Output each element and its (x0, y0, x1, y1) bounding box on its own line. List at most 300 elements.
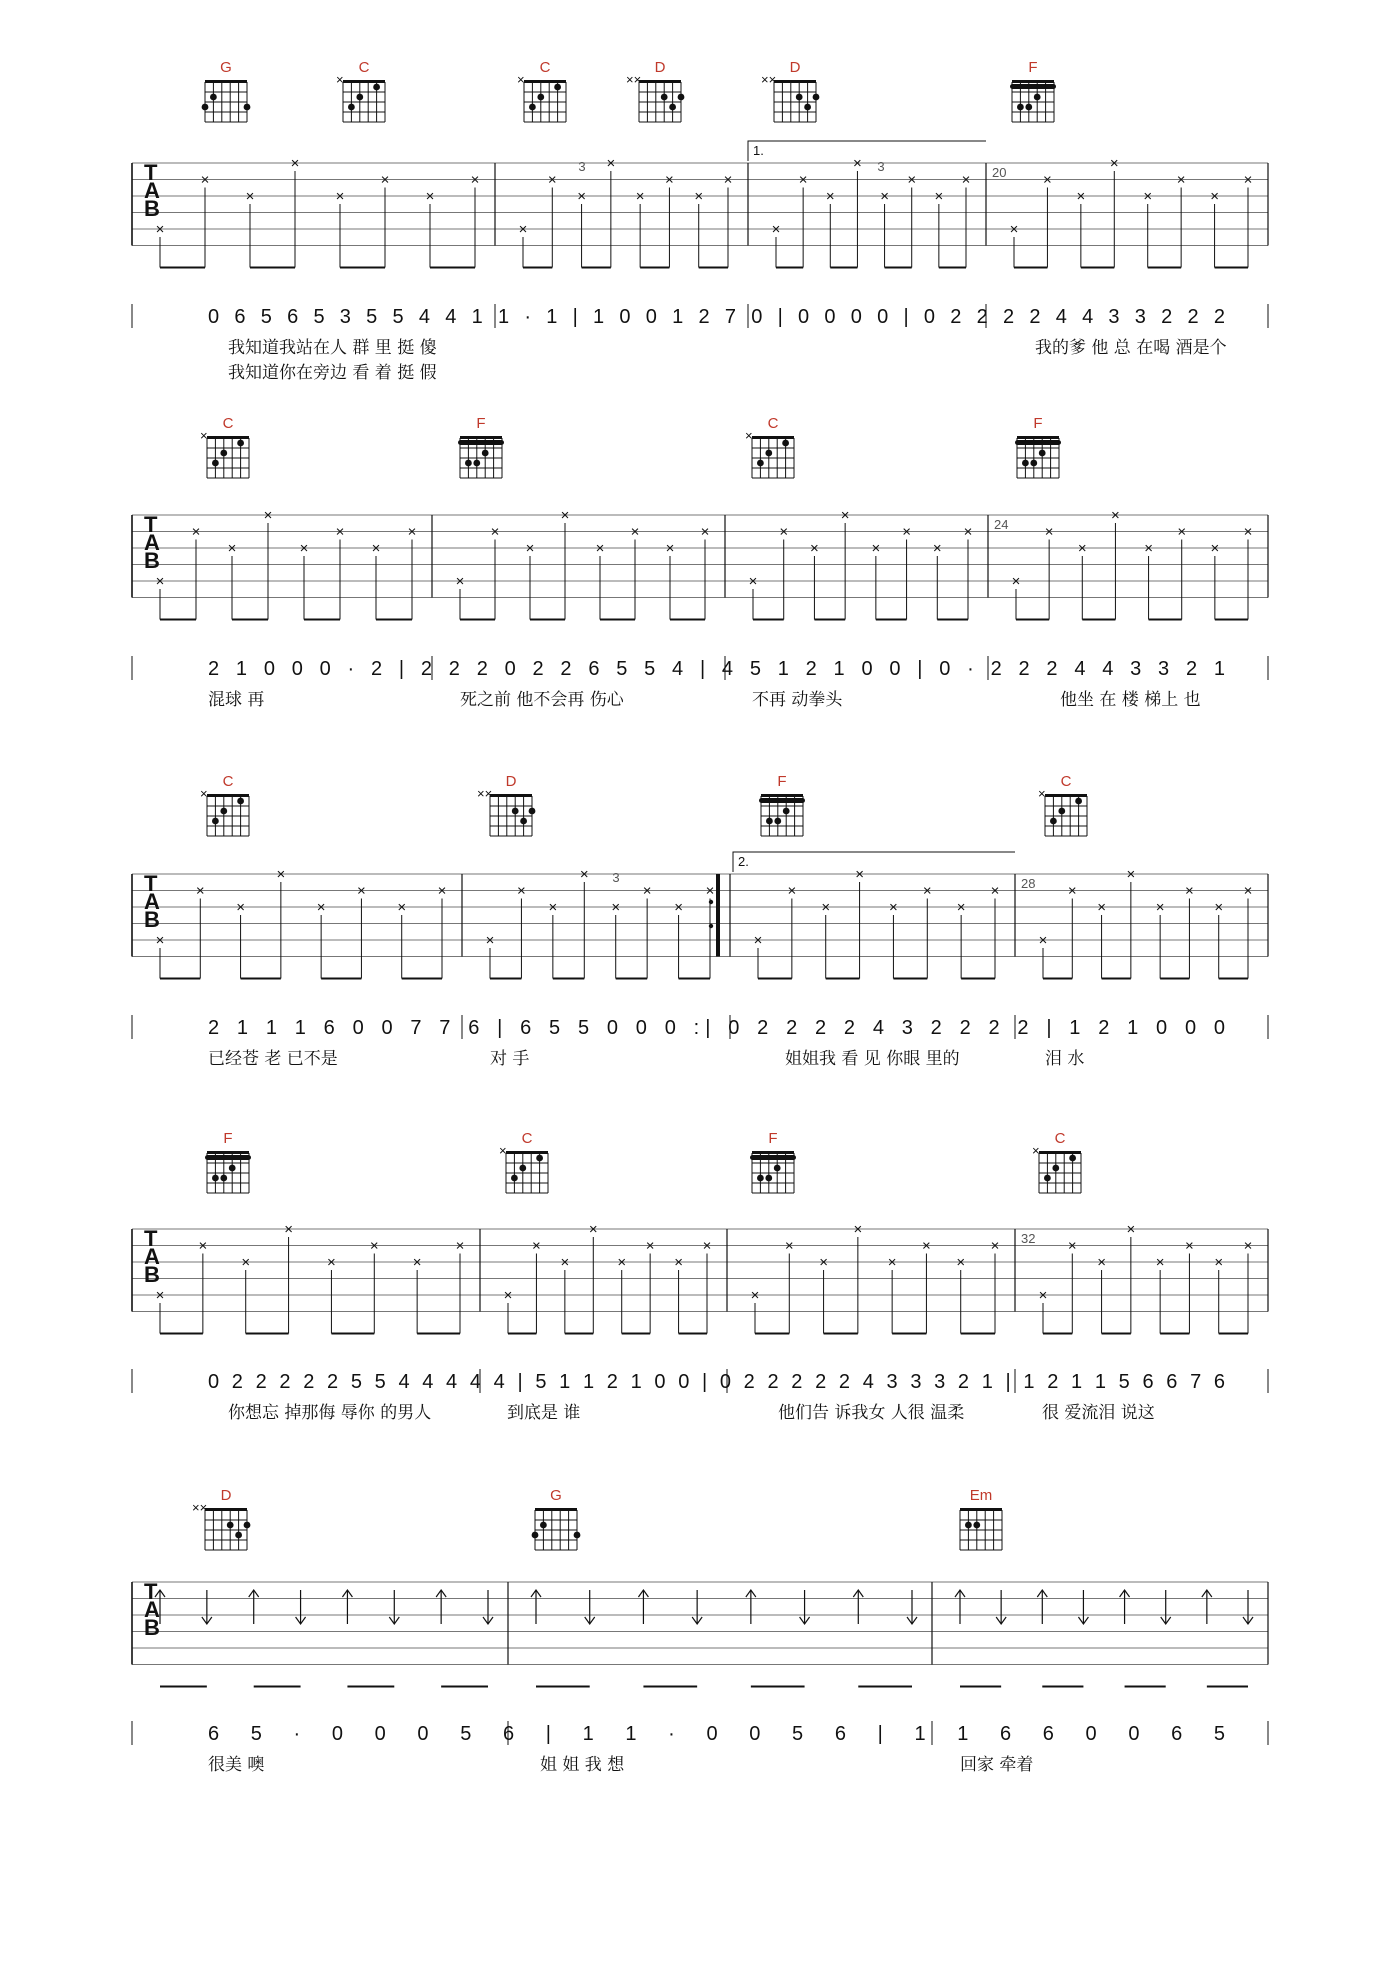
chord-dot (212, 818, 219, 825)
x-note-mark: × (963, 523, 973, 541)
x-note-mark: × (611, 899, 621, 916)
chord-name: F (1028, 59, 1038, 76)
x-note-mark: × (889, 899, 898, 916)
x-note-mark: × (798, 171, 808, 189)
x-note-mark: × (1067, 1237, 1077, 1255)
chord-dot (1039, 450, 1046, 457)
chord-name: F (768, 1130, 778, 1147)
x-note-mark: × (787, 882, 797, 900)
lyric-line: 已经苍 老 已不是 (208, 1049, 338, 1069)
chord-dot (465, 460, 472, 467)
x-note-mark: × (779, 523, 789, 541)
x-note-mark: × (771, 221, 781, 238)
muted-string-mark: ×× (192, 1500, 208, 1515)
lyric-line: 我知道我站在人 群 里 挺 傻 (228, 338, 437, 358)
lyric-line: 很 爱流泪 说这 (1042, 1403, 1155, 1423)
x-note-mark: × (327, 1254, 336, 1271)
chord-name: G (550, 1487, 562, 1504)
x-note-mark: × (1214, 1254, 1224, 1271)
volta-bracket (733, 852, 1015, 872)
chord-dot (757, 1175, 764, 1182)
x-note-mark: × (694, 188, 704, 205)
tab-staff-5 (132, 1579, 1268, 1745)
x-note-mark: × (1076, 188, 1086, 205)
chord-dot (973, 1522, 980, 1529)
x-note-mark: × (547, 171, 557, 189)
chord-dot (220, 808, 227, 815)
x-note-mark: × (784, 1237, 794, 1255)
x-note-mark: × (588, 1221, 598, 1238)
x-note-mark: × (1043, 171, 1052, 189)
chord-name: D (505, 773, 517, 790)
lyric-line: 我知道你在旁边 看 着 挺 假 (228, 363, 437, 383)
chord-barre (205, 1155, 251, 1160)
x-note-mark: × (195, 882, 205, 900)
chord-dot (782, 440, 789, 447)
x-note-mark: × (227, 540, 237, 557)
chord-dot (356, 94, 363, 101)
chord-dot (482, 450, 489, 457)
chord-dot (212, 1175, 219, 1182)
repeat-dot (709, 924, 713, 928)
measure-number: 32 (1021, 1231, 1036, 1246)
chord-dot (774, 1165, 781, 1172)
x-note-mark: × (397, 899, 407, 916)
tab-clef-A: A (144, 1244, 160, 1269)
x-note-mark: × (155, 573, 165, 590)
x-note-mark: × (1176, 171, 1186, 189)
x-note-mark: × (1210, 540, 1220, 557)
chord-dot (1058, 808, 1065, 815)
x-note-mark: × (290, 155, 300, 172)
chord-diagram-C (200, 415, 249, 478)
fret-number: 3 (578, 159, 586, 174)
chord-diagram-C (336, 59, 385, 122)
x-note-mark: × (855, 866, 864, 883)
chord-dot (661, 94, 668, 101)
x-note-mark: × (665, 540, 675, 557)
number-notation-line: 6 5 · 0 0 0 5 6 | 1 1 · 0 0 5 6 | 1 1 6 6 0 0 6 5 (208, 1723, 1226, 1745)
x-note-mark: × (485, 932, 495, 949)
x-note-mark: × (642, 882, 652, 900)
x-note-mark: × (1009, 221, 1019, 238)
tab-staff-1 (132, 155, 1268, 328)
x-note-mark: × (1126, 866, 1136, 883)
x-note-mark: × (525, 540, 535, 557)
x-note-mark: × (1067, 882, 1077, 900)
x-note-mark: × (961, 171, 971, 189)
chord-dot (678, 94, 685, 101)
chord-dot (244, 104, 251, 111)
x-note-mark: × (922, 882, 932, 900)
x-note-mark: × (674, 899, 683, 916)
x-note-mark: × (907, 171, 917, 189)
chord-diagram-C (499, 1130, 548, 1193)
tab-clef-A: A (144, 889, 160, 914)
chord-diagram-F (1010, 59, 1056, 122)
x-note-mark: × (606, 155, 616, 172)
number-notation-line: 0 2 2 2 2 2 5 5 4 4 4 4 4 | 5 1 1 2 1 0 0 | 0 2 2 2 2 2 4 3 3 3 2 1 | 1 2 1 1 5 6 6 7 6 (208, 1371, 1227, 1393)
lyric-line: 你想忘 掉那侮 辱你 的男人 (228, 1403, 432, 1423)
chord-dot (212, 460, 219, 467)
chord-barre (1015, 440, 1061, 445)
tab-staff-3 (132, 866, 1268, 1039)
x-note-mark: × (723, 171, 733, 189)
x-note-mark: × (236, 899, 245, 916)
chord-name: C (222, 773, 234, 790)
chord-dot (532, 1532, 539, 1539)
chord-dot (210, 94, 217, 101)
chord-dot (804, 104, 811, 111)
lyric-line: 到底是 谁 (507, 1403, 581, 1423)
x-note-mark: × (1210, 188, 1219, 205)
chord-diagram-C (1038, 773, 1087, 836)
x-note-mark: × (284, 1221, 293, 1238)
muted-string-mark: ×× (761, 72, 777, 87)
volta-label: 1. (753, 143, 764, 158)
chord-name: D (789, 59, 801, 76)
x-note-mark: × (518, 221, 528, 238)
tab-clef-B: B (144, 196, 160, 221)
x-note-mark: × (1185, 1237, 1194, 1255)
chord-barre (458, 440, 504, 445)
x-note-mark: × (1109, 155, 1119, 172)
x-note-mark: × (1111, 507, 1120, 524)
lyric-line: 姐 姐 我 想 (540, 1755, 625, 1775)
number-notation-line: 2 1 0 0 0 · 2 | 2 2 2 0 2 2 6 5 5 4 | 4 5 1 2 1 0 0 | 0 · 2 2 2 4 4 3 3 2 1 (208, 658, 1227, 680)
chord-diagram-Em (960, 1487, 1002, 1550)
x-note-mark: × (1243, 171, 1253, 189)
lyric-line: 不再 动拳头 (752, 690, 843, 710)
tab-staff-4 (132, 1221, 1268, 1393)
x-note-mark: × (902, 523, 911, 541)
chord-diagram-C (517, 59, 566, 122)
volta-bracket (748, 141, 986, 161)
chord-dot (520, 818, 527, 825)
chord-dot (1069, 1155, 1076, 1162)
x-note-mark: × (1044, 523, 1054, 541)
fret-number: 3 (877, 159, 885, 174)
chord-barre (1010, 84, 1056, 89)
number-notation-line: 2 1 1 1 6 0 0 7 7 6 | 6 5 5 0 0 0 :| 0 2 2 2 2 4 3 2 2 2 2 | 1 2 1 0 0 0 (208, 1017, 1226, 1039)
x-note-mark: × (299, 540, 309, 557)
chord-dot (202, 104, 209, 111)
chord-diagram-D (477, 773, 535, 836)
x-note-mark: × (357, 882, 366, 900)
x-note-mark: × (517, 882, 526, 900)
chord-dot (1052, 1165, 1059, 1172)
chord-dot (229, 1165, 236, 1172)
chord-name: C (1060, 773, 1072, 790)
chord-name: C (539, 59, 551, 76)
x-note-mark: × (1038, 932, 1048, 949)
chord-dot (237, 440, 244, 447)
chord-dot (540, 1522, 547, 1529)
chord-diagram-D (626, 59, 684, 122)
x-note-mark: × (705, 882, 715, 900)
tab-clef-B: B (144, 1262, 160, 1287)
chord-diagram-F (750, 1130, 796, 1193)
x-note-mark: × (880, 188, 889, 205)
tab-clef-A: A (144, 530, 160, 555)
chord-name: F (223, 1130, 233, 1147)
x-note-mark: × (853, 155, 862, 172)
chord-dot (783, 808, 790, 815)
x-note-mark: × (369, 1237, 379, 1255)
chord-dot (1022, 460, 1029, 467)
x-note-mark: × (335, 523, 345, 541)
x-note-mark: × (1243, 523, 1253, 541)
x-note-mark: × (922, 1237, 931, 1255)
x-note-mark: × (956, 899, 966, 916)
x-note-mark: × (577, 188, 586, 205)
x-note-mark: × (412, 1254, 422, 1271)
x-note-mark: × (932, 540, 942, 557)
chord-diagram-D (192, 1487, 250, 1550)
lyric-line: 我的爹 他 总 在喝 酒是个 (1035, 338, 1227, 358)
x-note-mark: × (635, 188, 645, 205)
x-note-mark: × (155, 1287, 165, 1304)
chord-dot (766, 818, 773, 825)
tab-clef-T: T (144, 1579, 158, 1604)
x-note-mark: × (155, 221, 165, 238)
x-note-mark: × (853, 1221, 863, 1238)
chord-dot (574, 1532, 581, 1539)
x-note-mark: × (1243, 1237, 1253, 1255)
lyric-line: 姐姐我 看 见 你眼 里的 (785, 1049, 960, 1069)
chord-dot (765, 450, 772, 457)
tab-clef-B: B (144, 907, 160, 932)
chord-dot (235, 1532, 242, 1539)
x-note-mark: × (245, 188, 255, 205)
x-note-mark: × (1243, 882, 1253, 900)
chord-name: C (1054, 1130, 1066, 1147)
chord-dot (220, 450, 227, 457)
chord-dot (220, 1175, 227, 1182)
x-note-mark: × (748, 573, 758, 590)
x-note-mark: × (674, 1254, 683, 1271)
x-note-mark: × (702, 1237, 712, 1255)
chord-name: C (358, 59, 370, 76)
x-note-mark: × (1077, 540, 1087, 557)
chord-dot (373, 84, 380, 91)
chord-dot (536, 1155, 543, 1162)
tab-clef-A: A (144, 1597, 160, 1622)
x-note-mark: × (470, 171, 480, 189)
tab-clef-A: A (144, 178, 160, 203)
x-note-mark: × (1177, 523, 1187, 541)
tab-clef-T: T (144, 871, 158, 896)
x-note-mark: × (1144, 540, 1153, 557)
x-note-mark: × (198, 1237, 208, 1255)
x-note-mark: × (956, 1254, 966, 1271)
lyric-line: 死之前 他不会再 伤心 (460, 690, 624, 710)
x-note-mark: × (871, 540, 881, 557)
repeat-dot (709, 900, 713, 904)
x-note-mark: × (276, 866, 286, 883)
chord-dot (244, 1522, 251, 1529)
tab-clef-B: B (144, 548, 160, 573)
x-note-mark: × (200, 171, 210, 189)
fret-number: 3 (612, 870, 620, 885)
x-note-mark: × (617, 1254, 627, 1271)
lyric-line: 他坐 在 楼 梯上 也 (1060, 690, 1201, 710)
x-note-mark: × (825, 188, 835, 205)
chord-name: D (654, 59, 666, 76)
x-note-mark: × (155, 932, 165, 949)
measure-number: 28 (1021, 876, 1036, 891)
x-note-mark: × (990, 882, 1000, 900)
x-note-mark: × (335, 188, 345, 205)
chord-dot (757, 460, 764, 467)
chord-dot (554, 84, 561, 91)
x-note-mark: × (1097, 899, 1106, 916)
chord-dot (965, 1522, 972, 1529)
measure-number: 20 (992, 165, 1007, 180)
x-note-mark: × (425, 188, 435, 205)
lyric-line: 对 手 (490, 1049, 530, 1069)
x-note-mark: × (1097, 1254, 1106, 1271)
x-note-mark: × (437, 882, 447, 900)
chord-diagram-G (202, 59, 251, 122)
muted-string-mark: × (517, 72, 525, 87)
x-note-mark: × (821, 899, 831, 916)
x-note-mark: × (990, 1237, 1000, 1255)
chord-barre (759, 798, 805, 803)
lyric-line: 泪 水 (1045, 1049, 1085, 1069)
x-note-mark: × (1143, 188, 1153, 205)
chord-dot (1030, 460, 1037, 467)
chord-diagram-F (458, 415, 504, 478)
chord-dot (237, 798, 244, 805)
muted-string-mark: × (200, 786, 208, 801)
muted-string-mark: × (499, 1143, 507, 1158)
chord-diagram-C (745, 415, 794, 478)
lyric-line: 混球 再 (208, 690, 265, 710)
x-note-mark: × (1155, 899, 1165, 916)
chord-name: C (521, 1130, 533, 1147)
muted-string-mark: × (745, 428, 753, 443)
x-note-mark: × (1126, 1221, 1136, 1238)
chord-dot (511, 1175, 518, 1182)
chord-dot (1034, 94, 1041, 101)
chord-dot (348, 104, 355, 111)
x-note-mark: × (263, 507, 273, 524)
x-note-mark: × (455, 573, 465, 590)
chord-diagram-F (1015, 415, 1061, 478)
x-note-mark: × (380, 171, 390, 189)
chord-dot (1075, 798, 1082, 805)
x-note-mark: × (1155, 1254, 1165, 1271)
lyric-line: 他们告 诉我女 人很 温柔 (778, 1403, 965, 1423)
muted-string-mark: ×× (477, 786, 493, 801)
chord-dot (1025, 104, 1032, 111)
chord-dot (529, 104, 536, 111)
chord-dot (1044, 1175, 1051, 1182)
x-note-mark: × (316, 899, 326, 916)
x-note-mark: × (1011, 573, 1021, 590)
x-note-mark: × (1214, 899, 1224, 916)
chord-dot (796, 94, 803, 101)
x-note-mark: × (1185, 882, 1194, 900)
chord-diagram-C (1032, 1130, 1081, 1193)
x-note-mark: × (490, 523, 500, 541)
chord-diagram-F (205, 1130, 251, 1193)
chord-dot (813, 94, 820, 101)
chord-dot (1050, 818, 1057, 825)
x-note-mark: × (887, 1254, 897, 1271)
chord-diagram-C (200, 773, 249, 836)
x-note-mark: × (700, 523, 710, 541)
chord-dot (537, 94, 544, 101)
x-note-mark: × (371, 540, 381, 557)
chord-dot (774, 818, 781, 825)
chord-dot (1017, 104, 1024, 111)
lyric-line: 回家 牵着 (960, 1755, 1034, 1775)
chord-dot (669, 104, 676, 111)
muted-string-mark: × (200, 428, 208, 443)
x-note-mark: × (840, 507, 850, 524)
x-note-mark: × (579, 866, 589, 883)
x-note-mark: × (934, 188, 944, 205)
chord-dot (512, 808, 519, 815)
lyric-line: 很美 噢 (208, 1755, 265, 1775)
tab-clef-T: T (144, 160, 158, 185)
chord-name: Em (969, 1487, 993, 1504)
x-note-mark: × (645, 1237, 655, 1255)
x-note-mark: × (753, 932, 763, 949)
chord-diagram-F (759, 773, 805, 836)
chord-name: C (767, 415, 779, 432)
x-note-mark: × (1038, 1287, 1048, 1304)
x-note-mark: × (455, 1237, 465, 1255)
chord-name: C (222, 415, 234, 432)
chord-name: G (220, 59, 232, 76)
muted-string-mark: ×× (626, 72, 642, 87)
chord-diagram-D (761, 59, 819, 122)
x-note-mark: × (548, 899, 558, 916)
x-note-mark: × (532, 1237, 541, 1255)
chord-name: F (1033, 415, 1043, 432)
chord-name: F (777, 773, 787, 790)
chord-dot (473, 460, 480, 467)
x-note-mark: × (665, 171, 674, 189)
x-note-mark: × (191, 523, 201, 541)
number-notation-line: 0 6 5 6 5 3 5 5 4 4 1 1 · 1 | 1 0 0 1 2 7 0 | 0 0 0 0 | 0 2 2 2 2 4 4 3 3 2 2 2 (208, 306, 1227, 328)
muted-string-mark: × (1038, 786, 1046, 801)
volta-label: 2. (738, 854, 749, 869)
x-note-mark: × (503, 1287, 513, 1304)
tab-clef-B: B (144, 1615, 160, 1640)
chord-barre (750, 1155, 796, 1160)
chord-dot (765, 1175, 772, 1182)
x-note-mark: × (407, 523, 417, 541)
chord-dot (529, 808, 536, 815)
x-note-mark: × (560, 1254, 570, 1271)
tab-clef-T: T (144, 1226, 158, 1251)
x-note-mark: × (560, 507, 570, 524)
measure-number: 24 (994, 517, 1009, 532)
chord-dot (227, 1522, 234, 1529)
x-note-mark: × (241, 1254, 251, 1271)
x-note-mark: × (630, 523, 640, 541)
x-note-mark: × (810, 540, 819, 557)
chord-name: D (220, 1487, 232, 1504)
x-note-mark: × (819, 1254, 828, 1271)
chord-diagram-G (532, 1487, 581, 1550)
muted-string-mark: × (1032, 1143, 1040, 1158)
muted-string-mark: × (336, 72, 344, 87)
